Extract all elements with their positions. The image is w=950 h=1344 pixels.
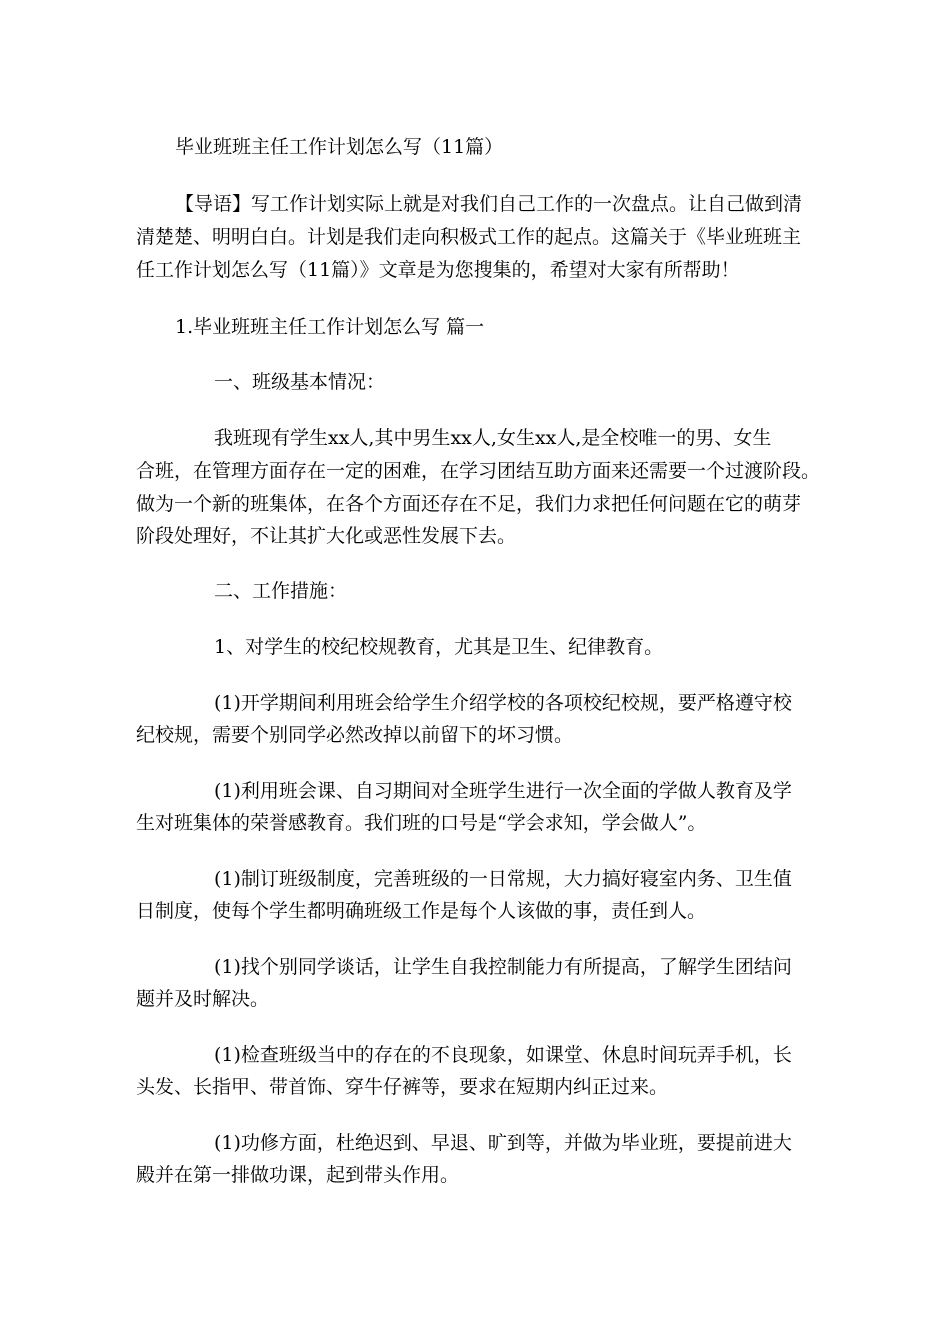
intro-line-1: 【导语】写工作计划实际上就是对我们自己工作的一次盘点。让自己做到清: [175, 193, 803, 215]
item-1-line-2: 纪校规，需要个别同学必然改掉以前留下的坏习惯。: [136, 724, 574, 746]
item-5-line-1: (1)检查班级当中的存在的不良现象，如课堂、休息时间玩弄手机，长: [214, 1044, 792, 1066]
intro-line-2: 清楚楚、明明白白。计划是我们走向积极式工作的起点。这篇关于《毕业班班主: [136, 226, 802, 248]
situation-line-1: 我班现有学生xx人,其中男生xx人,女生xx人,是全校唯一的男、女生: [214, 427, 772, 449]
item-2-line-2: 生对班集体的荣誉感教育。我们班的口号是“学会求知，学会做人”。: [136, 812, 707, 834]
heading-work-measures: 二、工作措施：: [214, 580, 348, 602]
measure-1: 1、对学生的校纪校规教育，尤其是卫生、纪律教育。: [214, 636, 664, 658]
item-1-line-1: (1)开学期间利用班会给学生介绍学校的各项校纪校规，要严格遵守校: [214, 692, 792, 714]
document-title: 毕业班班主任工作计划怎么写（11篇）: [175, 136, 504, 158]
section-title: 1.毕业班班主任工作计划怎么写 篇一: [175, 316, 485, 338]
item-2-line-1: (1)利用班会课、自习期间对全班学生进行一次全面的学做人教育及学: [214, 780, 792, 802]
item-3-line-2: 日制度，使每个学生都明确班级工作是每个人该做的事，责任到人。: [136, 900, 707, 922]
item-3-line-1: (1)制订班级制度，完善班级的一日常规，大力搞好寝室内务、卫生值: [214, 868, 792, 890]
item-5-line-2: 头发、长指甲、带首饰、穿牛仔裤等，要求在短期内纠正过来。: [136, 1076, 669, 1098]
item-6-line-2: 殿并在第一排做功课，起到带头作用。: [136, 1164, 460, 1186]
situation-line-4: 阶段处理好，不让其扩大化或恶性发展下去。: [136, 525, 517, 547]
situation-line-2: 合班，在管理方面存在一定的困难，在学习团结互助方面来还需要一个过渡阶段。: [136, 460, 821, 482]
item-4-line-1: (1)找个别同学谈话，让学生自我控制能力有所提高，了解学生团结问: [214, 956, 792, 978]
intro-line-3: 任工作计划怎么写（11篇）》文章是为您搜集的，希望对大家有所帮助！: [136, 259, 740, 281]
situation-line-3: 做为一个新的班集体，在各个方面还存在不足，我们力求把任何问题在它的萌芽: [136, 493, 802, 515]
item-4-line-2: 题并及时解决。: [136, 988, 270, 1010]
heading-basic-situation: 一、班级基本情况：: [214, 371, 386, 393]
item-6-line-1: (1)功修方面，杜绝迟到、早退、旷到等，并做为毕业班，要提前进大: [214, 1132, 792, 1154]
